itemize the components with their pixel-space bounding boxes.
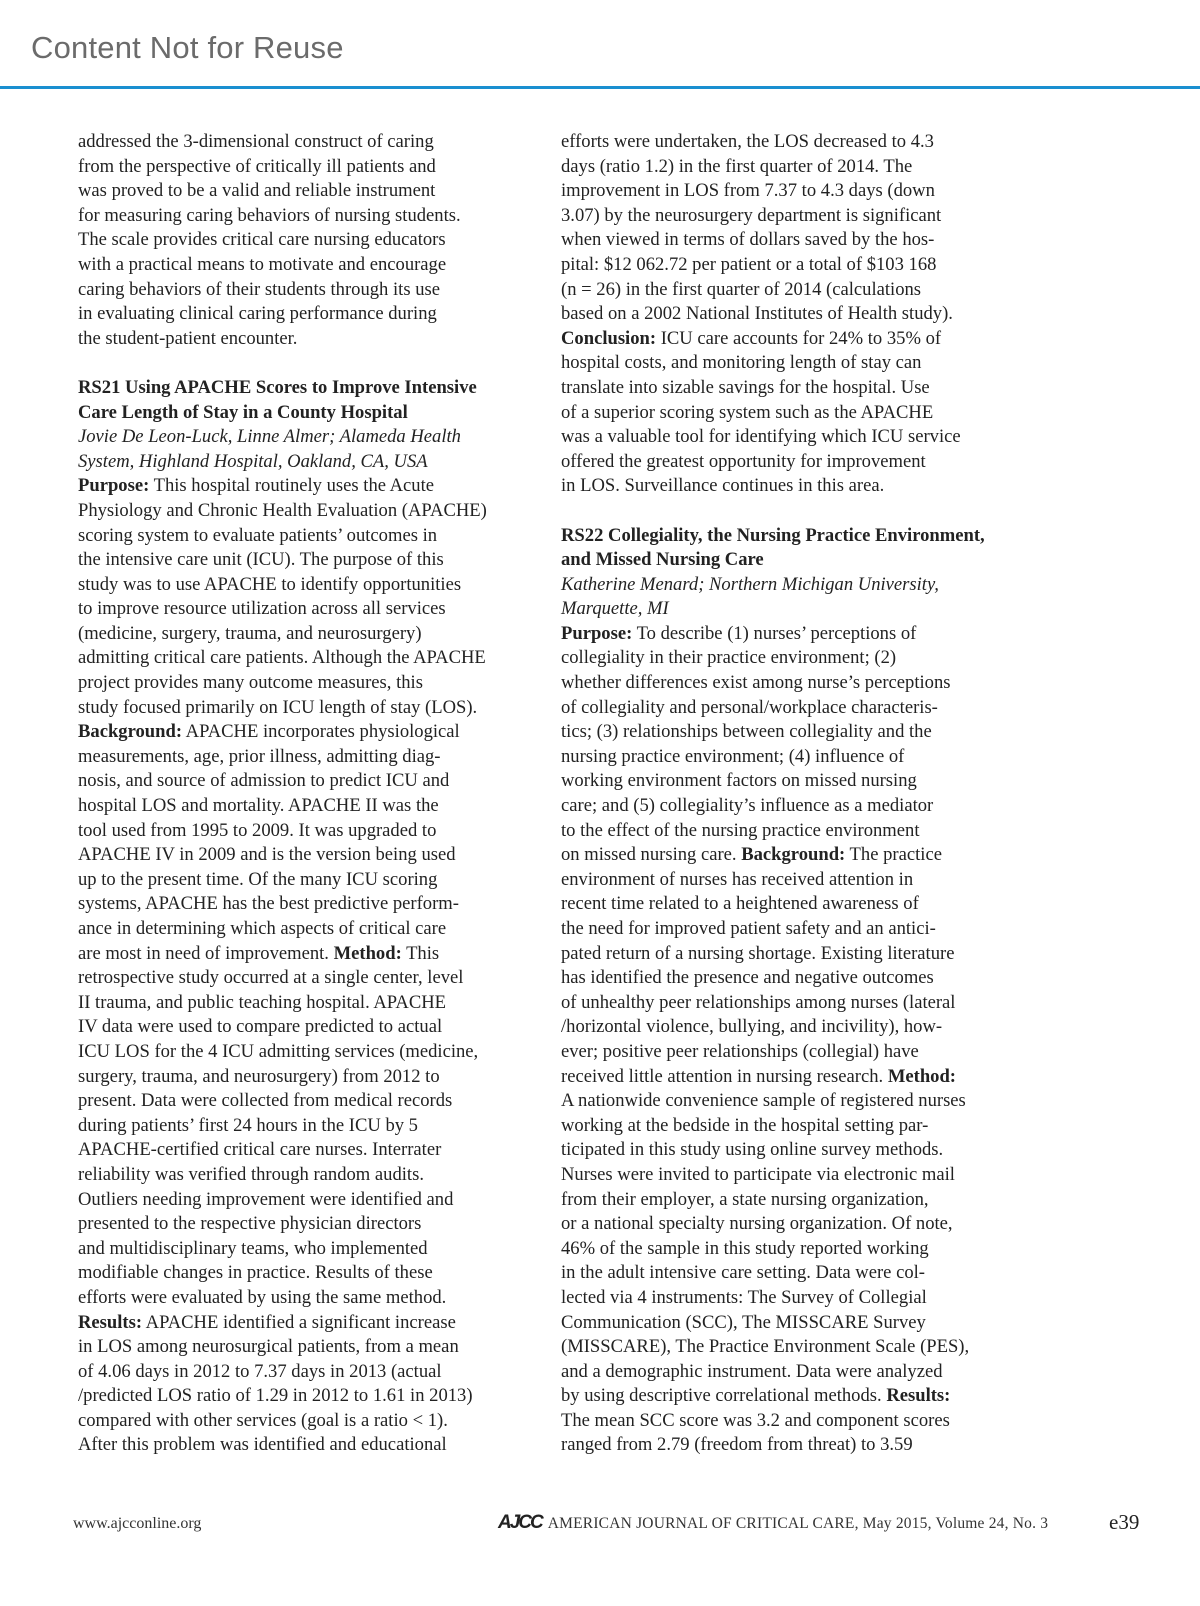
text-line (561, 1237, 1006, 1262)
text-run: present. Data were collected from medical records (78, 1090, 453, 1112)
text-run: 46% of the sample in this study reported working (561, 1237, 929, 1259)
text-run: ICU care accounts for 24% to 35% of (656, 327, 942, 349)
text-line (78, 524, 518, 549)
text-run: admitting critical care patients. Although the APACHE (78, 647, 486, 669)
text-run: presented to the respective physician directors (78, 1213, 422, 1235)
text-run: has identified the presence and negative outcomes (561, 967, 934, 989)
text-run: retrospective study occurred at a single center, level (78, 967, 464, 989)
text-line (78, 966, 518, 991)
text-line (561, 1286, 1006, 1311)
text-run: on missed nursing care. (561, 844, 742, 866)
text-run: The mean SCC score was 3.2 and component scores (561, 1409, 950, 1431)
text-line (561, 1433, 1006, 1458)
text-line (78, 327, 518, 352)
text-run: environment of nurses has received attention in (561, 868, 914, 890)
text-run: Nurses were invited to participate via electronic mail (561, 1163, 955, 1185)
text-line (561, 966, 1006, 991)
text-line (78, 499, 518, 524)
text-run: ranged from 2.79 (freedom from threat) to 3.59 (561, 1434, 913, 1456)
text-line (561, 548, 1006, 573)
text-run: (medicine, surgery, trauma, and neurosurgery) (78, 622, 422, 644)
text-run: care; and (5) collegiality’s influence as a mediator (561, 795, 934, 817)
author-affiliation: System, Highland Hospital, Oakland, CA, USA (78, 450, 428, 472)
author-affiliation: Marquette, MI (561, 598, 669, 620)
text-run: are most in need of improvement. (78, 942, 334, 964)
text-line (561, 1163, 1006, 1188)
text-line (78, 1237, 518, 1262)
text-line (78, 794, 518, 819)
text-line (561, 278, 1006, 303)
text-line (561, 401, 1006, 426)
text-run: collegiality in their practice environment; (2) (561, 647, 897, 669)
text-run: and multidisciplinary teams, who implemented (78, 1237, 428, 1259)
bold-run: Purpose: (78, 475, 150, 497)
text-run: The scale provides critical care nursing educators (78, 229, 446, 251)
text-run: Communication (SCC), The MISSCARE Survey (561, 1311, 926, 1333)
text-line (78, 1409, 518, 1434)
text-line (561, 819, 1006, 844)
text-run: caring behaviors of their students through its use (78, 278, 440, 300)
text-run: The practice (845, 844, 942, 866)
text-run: was a valuable tool for identifying which ICU service (561, 426, 961, 448)
text-run: addressed the 3-dimensional construct of caring (78, 131, 434, 152)
paragraph-gap (561, 499, 1006, 524)
text-line (78, 597, 518, 622)
text-run: with a practical means to motivate and encourage (78, 253, 447, 275)
text-run: to the effect of the nursing practice environment (561, 819, 920, 841)
text-run: from their employer, a state nursing organization, (561, 1188, 929, 1210)
text-line (561, 450, 1006, 475)
text-run: reliability was verified through random audits. (78, 1163, 424, 1185)
text-run: study was to use APACHE to identify opportunities (78, 573, 462, 595)
text-run: A nationwide convenience sample of registered nurses (561, 1090, 966, 1112)
text-run: nosis, and source of admission to predict ICU and (78, 770, 450, 792)
text-run: tics; (3) relationships between collegiality and the (561, 721, 932, 743)
text-run: ever; positive peer relationships (collegial) have (561, 1040, 919, 1062)
bold-run: Results: (886, 1385, 951, 1407)
text-run: (n = 26) in the first quarter of 2014 (calculations (561, 278, 922, 300)
text-run: hospital costs, and monitoring length of stay can (561, 352, 922, 374)
text-run: This (401, 942, 440, 964)
text-run: of a superior scoring system such as the APACHE (561, 401, 934, 423)
text-run: pital: $12 062.72 per patient or a total of $103 168 (561, 253, 937, 275)
text-line (78, 130, 518, 155)
text-line (561, 573, 1006, 598)
text-line (561, 327, 1006, 352)
text-line (78, 450, 518, 475)
text-line (78, 573, 518, 598)
text-run: during patients’ first 24 hours in the ICU by 5 (78, 1114, 418, 1136)
text-run: compared with other services (goal is a ratio < 1). (78, 1409, 448, 1431)
text-line (78, 991, 518, 1016)
text-line (78, 769, 518, 794)
page-footer (0, 1510, 1200, 1540)
text-line (78, 720, 518, 745)
bold-run: Care Length of Stay in a County Hospital (78, 401, 408, 423)
text-run: in evaluating clinical caring performance during (78, 303, 437, 325)
text-run: To describe (1) nurses’ perceptions of (632, 622, 917, 644)
page-number: e39 (1109, 1510, 1140, 1534)
text-line (561, 745, 1006, 770)
text-line (78, 1163, 518, 1188)
text-line (78, 1040, 518, 1065)
text-line (78, 302, 518, 327)
journal-citation: AMERICAN JOURNAL OF CRITICAL CARE, May 2015, Volume 24, No. 3 (547, 1515, 1049, 1532)
text-line (561, 917, 1006, 942)
text-run: 3.07) by the neurosurgery department is significant (561, 204, 942, 226)
bold-run: Background: (741, 844, 846, 866)
text-run: Physiology and Chronic Health Evaluation (APACHE) (78, 499, 487, 521)
text-line (78, 671, 518, 696)
text-run: in LOS among neurosurgical patients, from a mean (78, 1336, 459, 1358)
bold-run: Background: (78, 721, 183, 743)
text-line (78, 942, 518, 967)
text-run: the intensive care unit (ICU). The purpose of this (78, 549, 444, 571)
text-line (78, 1261, 518, 1286)
bold-run: Results: (78, 1311, 143, 1333)
text-line (78, 548, 518, 573)
text-run: /predicted LOS ratio of 1.29 in 2012 to 1.61 in 2013) (78, 1385, 473, 1407)
text-line (78, 1311, 518, 1336)
text-run: received little attention in nursing research. (561, 1065, 888, 1087)
text-line (561, 1015, 1006, 1040)
text-line (561, 597, 1006, 622)
text-line (561, 1261, 1006, 1286)
text-line (561, 302, 1006, 327)
text-line (78, 376, 518, 401)
text-line (78, 696, 518, 721)
text-line (561, 843, 1006, 868)
text-line (78, 646, 518, 671)
text-run: working at the bedside in the hospital setting par- (561, 1114, 929, 1136)
text-run: systems, APACHE has the best predictive perform- (78, 893, 459, 915)
text-line (561, 228, 1006, 253)
text-run: of unhealthy peer relationships among nurses (lateral (561, 991, 956, 1013)
text-line (78, 917, 518, 942)
text-run: by using descriptive correlational methods. (561, 1385, 887, 1407)
text-line (561, 646, 1006, 671)
bold-run: and Missed Nursing Care (561, 549, 764, 571)
text-run: /horizontal violence, bullying, and incivility), how- (561, 1016, 943, 1038)
text-line (78, 155, 518, 180)
text-run: improvement in LOS from 7.37 to 4.3 days (down (561, 180, 935, 202)
text-run: tool used from 1995 to 2009. It was upgraded to (78, 819, 437, 841)
text-run: of 4.06 days in 2012 to 7.37 days in 2013 (actual (78, 1360, 442, 1382)
footer-url[interactable]: www.ajcconline.org (73, 1515, 202, 1532)
text-run: in LOS. Surveillance continues in this area. (561, 475, 885, 497)
text-line (561, 474, 1006, 499)
bold-run: RS21 Using APACHE Scores to Improve Intensive (78, 376, 477, 398)
text-line (78, 401, 518, 426)
text-line (78, 745, 518, 770)
paragraph-gap (78, 351, 518, 376)
text-line (561, 1188, 1006, 1213)
text-run: Outliers needing improvement were identified and (78, 1188, 454, 1210)
text-line (561, 720, 1006, 745)
text-run: measurements, age, prior illness, admitting diag- (78, 745, 441, 767)
bold-run: Method: (333, 942, 402, 964)
text-run: IV data were used to compare predicted to actual (78, 1016, 443, 1038)
text-line (78, 1114, 518, 1139)
text-run: APACHE-certified critical care nurses. Interrater (78, 1139, 442, 1161)
text-run: study focused primarily on ICU length of stay (LOS). (78, 696, 478, 718)
text-line (561, 1040, 1006, 1065)
text-run: efforts were evaluated by using the same method. (78, 1286, 447, 1308)
text-line (78, 253, 518, 278)
text-run: efforts were undertaken, the LOS decreased to 4.3 (561, 131, 934, 152)
author-affiliation: Katherine Menard; Northern Michigan University, (561, 573, 939, 595)
text-line (561, 1360, 1006, 1385)
text-line (78, 868, 518, 893)
bold-run: Purpose: (561, 622, 633, 644)
text-run: This hospital routinely uses the Acute (149, 475, 435, 497)
content-banner (0, 0, 1200, 88)
text-run: translate into sizable savings for the hospital. Use (561, 376, 930, 398)
text-line (561, 1089, 1006, 1114)
text-run: nursing practice environment; (4) influence of (561, 745, 905, 767)
banner-label: Content Not for Reuse (31, 30, 344, 65)
text-run: or a national specialty nursing organization. Of note, (561, 1213, 953, 1235)
bold-run: RS22 Collegiality, the Nursing Practice Environment, (561, 524, 985, 546)
text-run: lected via 4 instruments: The Survey of Collegial (561, 1286, 927, 1308)
text-line (561, 622, 1006, 647)
banner-rule (0, 86, 1200, 89)
text-line (78, 228, 518, 253)
text-line (78, 1138, 518, 1163)
text-run: for measuring caring behaviors of nursing students. (78, 204, 461, 226)
text-line (561, 1138, 1006, 1163)
author-affiliation: Jovie De Leon-Luck, Linne Almer; Alameda Health (78, 426, 461, 448)
right-text-column (561, 130, 1006, 1458)
text-line (561, 1311, 1006, 1336)
text-line (561, 696, 1006, 721)
text-run: and a demographic instrument. Data were analyzed (561, 1360, 943, 1382)
text-line (78, 1089, 518, 1114)
text-line (78, 843, 518, 868)
text-run: was proved to be a valid and reliable instrument (78, 180, 436, 202)
bold-run: Method: (887, 1065, 956, 1087)
text-line (561, 868, 1006, 893)
text-run: based on a 2002 National Institutes of Health study). (561, 303, 953, 325)
text-run: APACHE IV in 2009 and is the version being used (78, 844, 456, 866)
text-run: days (ratio 1.2) in the first quarter of 2014. The (561, 155, 913, 177)
text-run: from the perspective of critically ill patients and (78, 155, 436, 177)
text-line (78, 204, 518, 229)
text-line (78, 179, 518, 204)
text-run: After this problem was identified and educational (78, 1434, 447, 1456)
text-line (78, 1384, 518, 1409)
text-line (561, 1212, 1006, 1237)
text-line (78, 1188, 518, 1213)
text-line (561, 253, 1006, 278)
text-run: APACHE incorporates physiological (182, 721, 460, 743)
text-run: project provides many outcome measures, this (78, 672, 423, 694)
text-line (78, 1433, 518, 1458)
ajcc-logo: AJCC (498, 1512, 542, 1533)
text-line (561, 1114, 1006, 1139)
text-run: to improve resource utilization across all services (78, 598, 446, 620)
text-run: of collegiality and personal/workplace characteris- (561, 696, 938, 718)
text-run: whether differences exist among nurse’s perceptions (561, 672, 951, 694)
text-run: the need for improved patient safety and an antici- (561, 918, 936, 939)
text-run: ICU LOS for the 4 ICU admitting services (medicine, (78, 1040, 479, 1062)
text-line (561, 1335, 1006, 1360)
text-line (78, 1212, 518, 1237)
text-line (78, 1335, 518, 1360)
text-line (561, 991, 1006, 1016)
text-run: ance in determining which aspects of critical care (78, 918, 447, 939)
text-run: working environment factors on missed nursing (561, 770, 917, 792)
text-run: pated return of a nursing shortage. Existing literature (561, 942, 955, 964)
text-line (78, 622, 518, 647)
text-line (78, 425, 518, 450)
text-line (78, 819, 518, 844)
text-line (561, 376, 1006, 401)
left-text-column (78, 130, 518, 1458)
text-run: offered the greatest opportunity for improvement (561, 450, 926, 472)
text-line (78, 1286, 518, 1311)
text-line (78, 1065, 518, 1090)
text-run: the student-patient encounter. (78, 327, 298, 349)
text-line (78, 892, 518, 917)
text-line (78, 1360, 518, 1385)
text-line (561, 671, 1006, 696)
text-line (78, 1015, 518, 1040)
text-run: APACHE identified a significant increase (142, 1311, 456, 1333)
text-line (561, 794, 1006, 819)
text-run: surgery, trauma, and neurosurgery) from 2012 to (78, 1065, 440, 1087)
footer-journal (498, 1512, 1048, 1534)
text-run: in the adult intensive care setting. Data were col- (561, 1262, 925, 1284)
text-line (561, 769, 1006, 794)
text-run: modifiable changes in practice. Results of these (78, 1262, 433, 1284)
text-line (561, 351, 1006, 376)
text-line (561, 1384, 1006, 1409)
text-line (561, 204, 1006, 229)
text-run: when viewed in terms of dollars saved by the hos- (561, 229, 935, 251)
text-line (561, 1409, 1006, 1434)
text-run: up to the present time. Of the many ICU scoring (78, 868, 438, 890)
text-line (78, 278, 518, 303)
text-line (561, 155, 1006, 180)
text-line (78, 474, 518, 499)
text-line (561, 179, 1006, 204)
text-run: II trauma, and public teaching hospital. APACHE (78, 991, 447, 1013)
text-line (561, 524, 1006, 549)
text-line (561, 942, 1006, 967)
text-line (561, 130, 1006, 155)
text-run: scoring system to evaluate patients’ outcomes in (78, 524, 438, 546)
bold-run: Conclusion: (561, 327, 657, 349)
text-run: recent time related to a heightened awareness of (561, 893, 919, 915)
text-line (561, 425, 1006, 450)
text-run: (MISSCARE), The Practice Environment Scale (PES), (561, 1336, 970, 1358)
text-run: ticipated in this study using online survey methods. (561, 1139, 944, 1161)
text-run: hospital LOS and mortality. APACHE II was the (78, 795, 439, 817)
text-line (561, 892, 1006, 917)
text-line (561, 1065, 1006, 1090)
